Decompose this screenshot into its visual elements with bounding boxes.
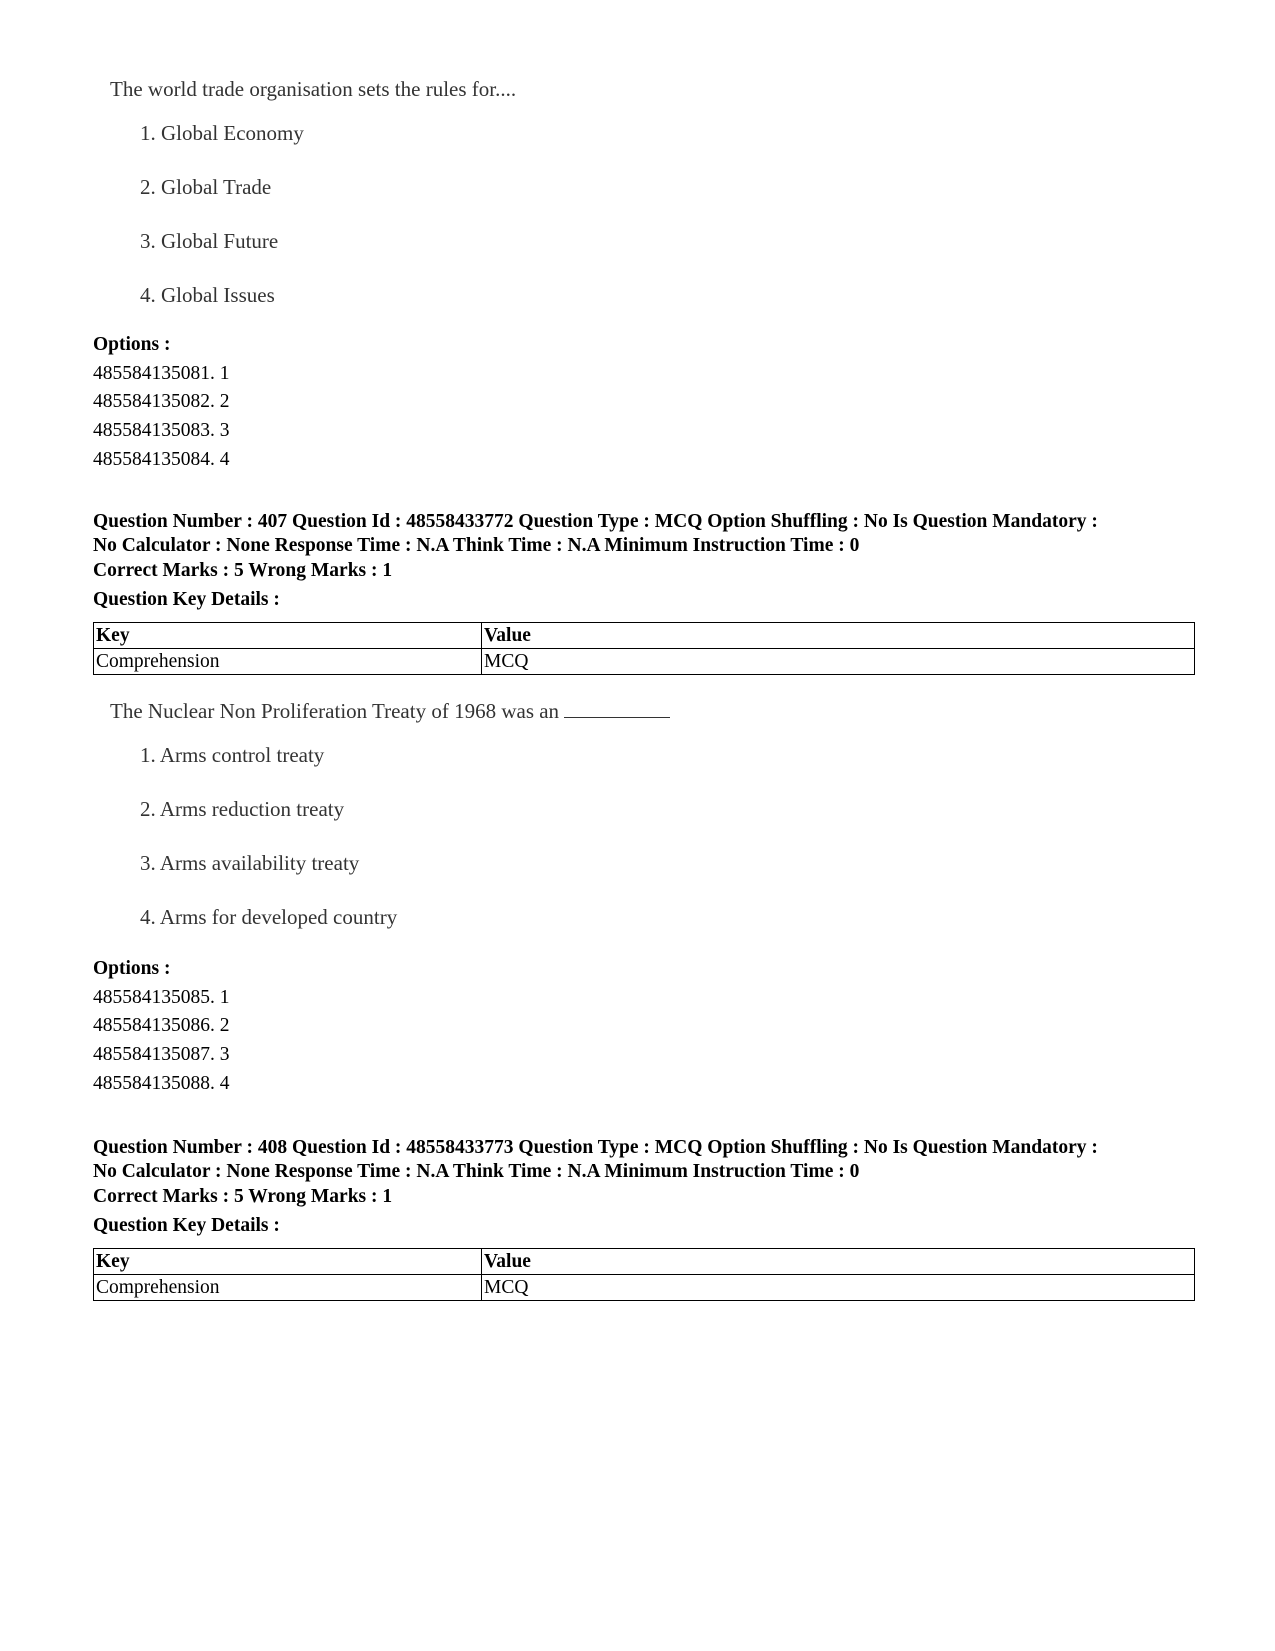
question-meta-407 xyxy=(93,510,1098,614)
key-details-table-407 xyxy=(93,622,1195,675)
choice-item: 3. Global Future xyxy=(140,229,279,253)
table-row xyxy=(94,649,1195,675)
choice-item: 3. Arms availability treaty xyxy=(140,851,360,875)
option-item: 485584135087. 3 xyxy=(93,1044,230,1066)
question-stem: The Nuclear Non Proliferation Treaty of 1968 was an xyxy=(110,694,670,728)
choice-item: 1. Global Economy xyxy=(140,121,304,145)
key-details-table-408 xyxy=(93,1248,1195,1301)
table-header-cell: Key xyxy=(94,623,482,649)
table-header-cell: Value xyxy=(482,1249,1195,1275)
option-item: 485584135084. 4 xyxy=(93,448,230,470)
question-meta-line: No Calculator : None Response Time : N.A Think Time : N.A Minimum Instruction Time : 0 xyxy=(93,534,860,556)
option-item: 485584135083. 3 xyxy=(93,420,230,442)
table-cell: MCQ xyxy=(482,1275,1195,1301)
question-image-407 xyxy=(110,694,670,944)
table-cell: Comprehension xyxy=(94,649,482,675)
option-item: 485584135085. 1 xyxy=(93,986,230,1008)
question-meta-line: Question Number : 407 Question Id : 48558433772 Question Type : MCQ Option Shuffling : No Is Question Mandatory : xyxy=(93,511,1098,532)
choice-item: 2. Arms reduction treaty xyxy=(140,797,345,821)
key-details-label: Question Key Details : xyxy=(93,1214,280,1236)
question-stem: The world trade organisation sets the rules for.... xyxy=(110,77,517,101)
choice-item: 1. Arms control treaty xyxy=(140,743,325,767)
question-meta-408 xyxy=(93,1136,1098,1240)
table-cell: MCQ xyxy=(482,649,1195,675)
options-label: Options : xyxy=(93,334,171,355)
question-image-406 xyxy=(110,72,516,322)
answer-blank xyxy=(564,703,670,718)
question-meta-line: Question Number : 408 Question Id : 48558433773 Question Type : MCQ Option Shuffling : No Is Question Mandatory : xyxy=(93,1137,1098,1158)
table-header-cell: Value xyxy=(482,623,1195,649)
table-header-row xyxy=(94,1249,1195,1275)
option-item: 485584135082. 2 xyxy=(93,391,230,413)
table-row xyxy=(94,1275,1195,1301)
marks-line: Correct Marks : 5 Wrong Marks : 1 xyxy=(93,560,393,581)
table-header-row xyxy=(94,623,1195,649)
option-item: 485584135088. 4 xyxy=(93,1072,230,1094)
key-details-label: Question Key Details : xyxy=(93,588,280,610)
question-meta-line: No Calculator : None Response Time : N.A Think Time : N.A Minimum Instruction Time : 0 xyxy=(93,1160,860,1182)
option-item: 485584135086. 2 xyxy=(93,1015,230,1037)
table-cell: Comprehension xyxy=(94,1275,482,1301)
choice-item: 4. Arms for developed country xyxy=(140,905,398,929)
option-item: 485584135081. 1 xyxy=(93,362,230,384)
marks-line: Correct Marks : 5 Wrong Marks : 1 xyxy=(93,1186,393,1207)
options-block-407 xyxy=(93,955,230,1099)
choice-item: 4. Global Issues xyxy=(140,283,275,307)
options-block-406 xyxy=(93,331,230,475)
choice-item: 2. Global Trade xyxy=(140,175,272,199)
options-label: Options : xyxy=(93,958,171,979)
table-header-cell: Key xyxy=(94,1249,482,1275)
